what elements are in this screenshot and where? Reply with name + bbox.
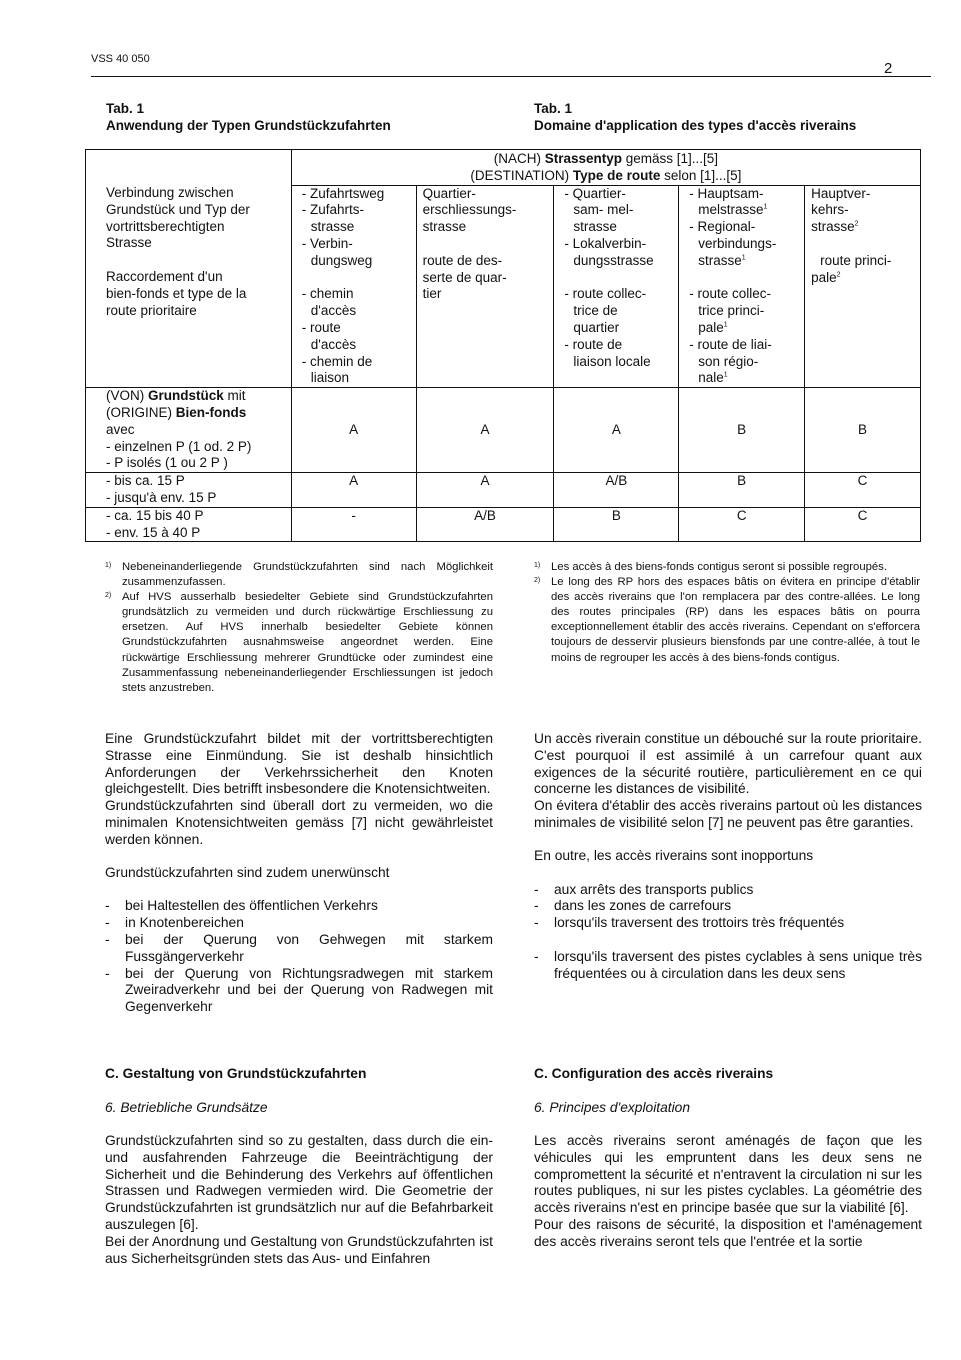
paragraph: Eine Grundstückzufahrt bildet mit der vortrittsberechtigten Strasse eine Einmündung. Sie ist deshalb hinsichtlich Anforderungen der Verkehrssicherheit den Knoten gleichgestellt. Dies betrifft insbesondere die Knotensichtweiten.	[105, 731, 493, 797]
road-type-neighbourhood: Quartier- erschliessungs- strasse route de des- serte de quar- tier	[416, 185, 554, 388]
road-type-main-traffic: Hauptver- kehrs- strasse$^2$ route princi- pale$^2$	[805, 185, 921, 388]
document-code: VSS 40 050	[91, 53, 150, 65]
footnote: 1) Nebeneinanderliegende Grundstückzufahrten sind nach Möglichkeit zusammenzufassen.	[105, 561, 493, 589]
paragraph: Grundstückzufahrten sind zudem unerwünscht	[105, 864, 390, 880]
table-header-row	[86, 150, 921, 186]
subsection-heading-de: 6. Betriebliche Grundsätze	[105, 1100, 268, 1115]
footnote: 1) Les accès à des biens-fonds contigus seront si possible regroupés.	[534, 561, 887, 573]
table-number-fr: Tab. 1	[534, 101, 573, 116]
table-number-de: Tab. 1	[106, 101, 145, 116]
table-cell: C	[679, 507, 805, 542]
table-title-fr	[534, 100, 934, 134]
footnotes-fr	[534, 560, 920, 666]
road-type-main-collector: - Hauptsam- melstrasse$^1$ - Regional- verbindungs- strasse$^1$ - route collec- trice princi- pale$^1$ - route de liai- son régio- nale$^1$	[679, 185, 805, 388]
bullet-list	[534, 882, 922, 983]
table-cell: A	[416, 388, 554, 473]
connection-label-fr: Raccordement d'un bien-fonds et type de la route prioritaire	[106, 269, 247, 318]
bullet-list	[105, 898, 493, 1016]
list-item: - bei der Querung von Richtungsradwegen mit starkem Zweiradverkehr und bei der Querung von Radwegen mit Gegenverkehr	[105, 965, 493, 1015]
section-heading-de: C. Gestaltung von Grundstückzufahrten	[105, 1066, 367, 1081]
paragraph: On évitera d'établir des accès riverains partout où les distances minimales de visibilité selon [7] ne peuvent pas être garanties.	[534, 798, 922, 830]
table-cell: A	[554, 388, 679, 473]
table-cell: A/B	[416, 507, 554, 542]
table-cell: A	[291, 388, 416, 473]
list-item: - in Knotenbereichen	[105, 915, 244, 931]
table-cell: A/B	[554, 473, 679, 508]
table-cell: B	[805, 388, 921, 473]
table-cell: A	[291, 473, 416, 508]
road-type-collector: - Quartier- sam- mel- strasse - Lokalverbin- dungsstrasse - route collec- trice de quartier - route de liaison locale	[554, 185, 679, 388]
list-item: - lorsqu'ils traversent des pistes cyclables à sens unique très fréquentées ou à circulation dans les deux sens	[534, 948, 922, 981]
row-label-cell: - bis ca. 15 P - jusqu'à env. 15 P	[86, 473, 292, 508]
table-caption-de: Anwendung der Typen Grundstückzufahrten	[106, 118, 391, 133]
footnotes-de	[105, 560, 493, 696]
paragraph: Pour des raisons de sécurité, la disposition et l'aménagement des accès riverains seront tels que l'entrée et la sortie	[534, 1216, 922, 1249]
body-text-de	[105, 731, 493, 1016]
table-cell: -	[291, 507, 416, 542]
origin-label-cell: (VON) Grundstück mit (ORIGINE) Bien-fonds avec - einzelnen P (1 od. 2 P) - P isolés (1 ou 2 P )	[86, 388, 292, 473]
subsection-heading-fr: 6. Principes d'exploitation	[534, 1100, 691, 1115]
table-cell: B	[679, 473, 805, 508]
paragraph: Grundstückzufahrten sind so zu gestalten, dass durch die ein- und ausfahrenden Fahrzeuge die Beeinträchtigung der Sicherheit und die Behinderung des Verkehrs auf öffentlichen Strassen und Radwegen vermieden wird. Die Geometrie der Grundstückzufahrten ist grundsätzlich nur auf die Befahrbarkeit auszulegen [6].	[105, 1133, 493, 1232]
section-body-fr	[534, 1133, 922, 1251]
list-item: - lorsqu'ils traversent des trottoirs très fréquentés	[534, 915, 845, 931]
section-heading-fr: C. Configuration des accès riverains	[534, 1066, 774, 1081]
header-rule	[91, 76, 931, 77]
table-cell: B	[554, 507, 679, 542]
list-item: - bei der Querung von Gehwegen mit starkem Fussgängerverkehr	[105, 931, 493, 964]
row-label-cell: - ca. 15 bis 40 P - env. 15 à 40 P	[86, 507, 292, 542]
paragraph: Grundstückzufahrten sind überall dort zu vermeiden, wo die minimalen Knotensichtweiten gemäss [7] nicht gewährleistet werden können.	[105, 798, 493, 847]
table-row	[86, 507, 921, 542]
table-row	[86, 473, 921, 508]
list-item: - dans les zones de carrefours	[534, 898, 732, 914]
paragraph: Bei der Anordnung und Gestaltung von Grundstückzufahrten ist aus Sicherheitsgründen stets das Aus- und Einfahren	[105, 1233, 493, 1266]
table-caption-fr: Domaine d'application des types d'accès riverains	[534, 118, 857, 133]
table-title-de	[106, 100, 506, 134]
destination-header: (NACH) Strassentyp gemäss [1]...[5] (DESTINATION) Type de route selon [1]...[5]	[291, 150, 920, 186]
table-cell: B	[679, 388, 805, 473]
list-item: - aux arrêts des transports publics	[534, 881, 754, 897]
footnote: 2) Auf HVS ausserhalb besiedelter Gebiete sind Grundstückzufahrten grundsätzlich zu vermeiden und durch rückwärtige Erschliessung zu ersetzen. Auf HVS innerhalb besiedelter Gebiete können Grundstückzufahrten ausnahmsweise angeordnet werden. Eine rückwärtige Erschliessung mehrerer Grundtücke oder zumindest eine Zusammenfassung nebeneinanderliegender Erschliessungen ist jedoch stets anzustreben.	[105, 591, 493, 694]
connection-label-de: Verbindung zwischen Grundstück und Typ der vortrittsberechtigten Strasse	[106, 185, 250, 251]
section-body-de	[105, 1133, 493, 1267]
paragraph: Les accès riverains seront aménagés de façon que les véhicules qui les empruntent dans les deux sens ne compromettent la sécurité et n'entravent la circulation ni sur les routes publiques, ni sur les pistes cyclables. La géométrie des accès riverains n'est en principe basée que sur la viabilité [6].	[534, 1133, 922, 1216]
table-row	[86, 388, 921, 473]
connection-label-cell	[86, 150, 292, 388]
table-cell: A	[416, 473, 554, 508]
body-text-fr	[534, 731, 922, 983]
list-item: - bei Haltestellen des öffentlichen Verkehrs	[105, 898, 378, 914]
road-type-access-way: - Zufahrtsweg - Zufahrts- strasse - Verbin- dungsweg - chemin d'accès - route d'accès - chemin de liaison	[291, 185, 416, 388]
access-type-table	[85, 149, 921, 542]
page-number: 2	[884, 60, 893, 77]
table-cell: C	[805, 473, 921, 508]
paragraph: Un accès riverain constitue un débouché sur la route prioritaire. C'est pourquoi il est assimilé à un carrefour quant aux exigences de la sécurité routière, particulièrement en ce qui concerne les distances de visibilité.	[534, 731, 922, 797]
paragraph: En outre, les accès riverains sont inopportuns	[534, 847, 814, 863]
footnote: 2) Le long des RP hors des espaces bâtis on évitera en principe d'établir des accès riverains que l'on remplacera par des contre-allées. Le long des routes principales (RP) dans les espaces bâtis on pourra exceptionnellement établir des accès riverains. Cependant on s'efforcera toujours de desservir plusieurs biensfonds par une contre-allée, à tout le moins de regrouper les accès à des biens-fonds contigus.	[534, 576, 920, 664]
table-cell: C	[805, 507, 921, 542]
